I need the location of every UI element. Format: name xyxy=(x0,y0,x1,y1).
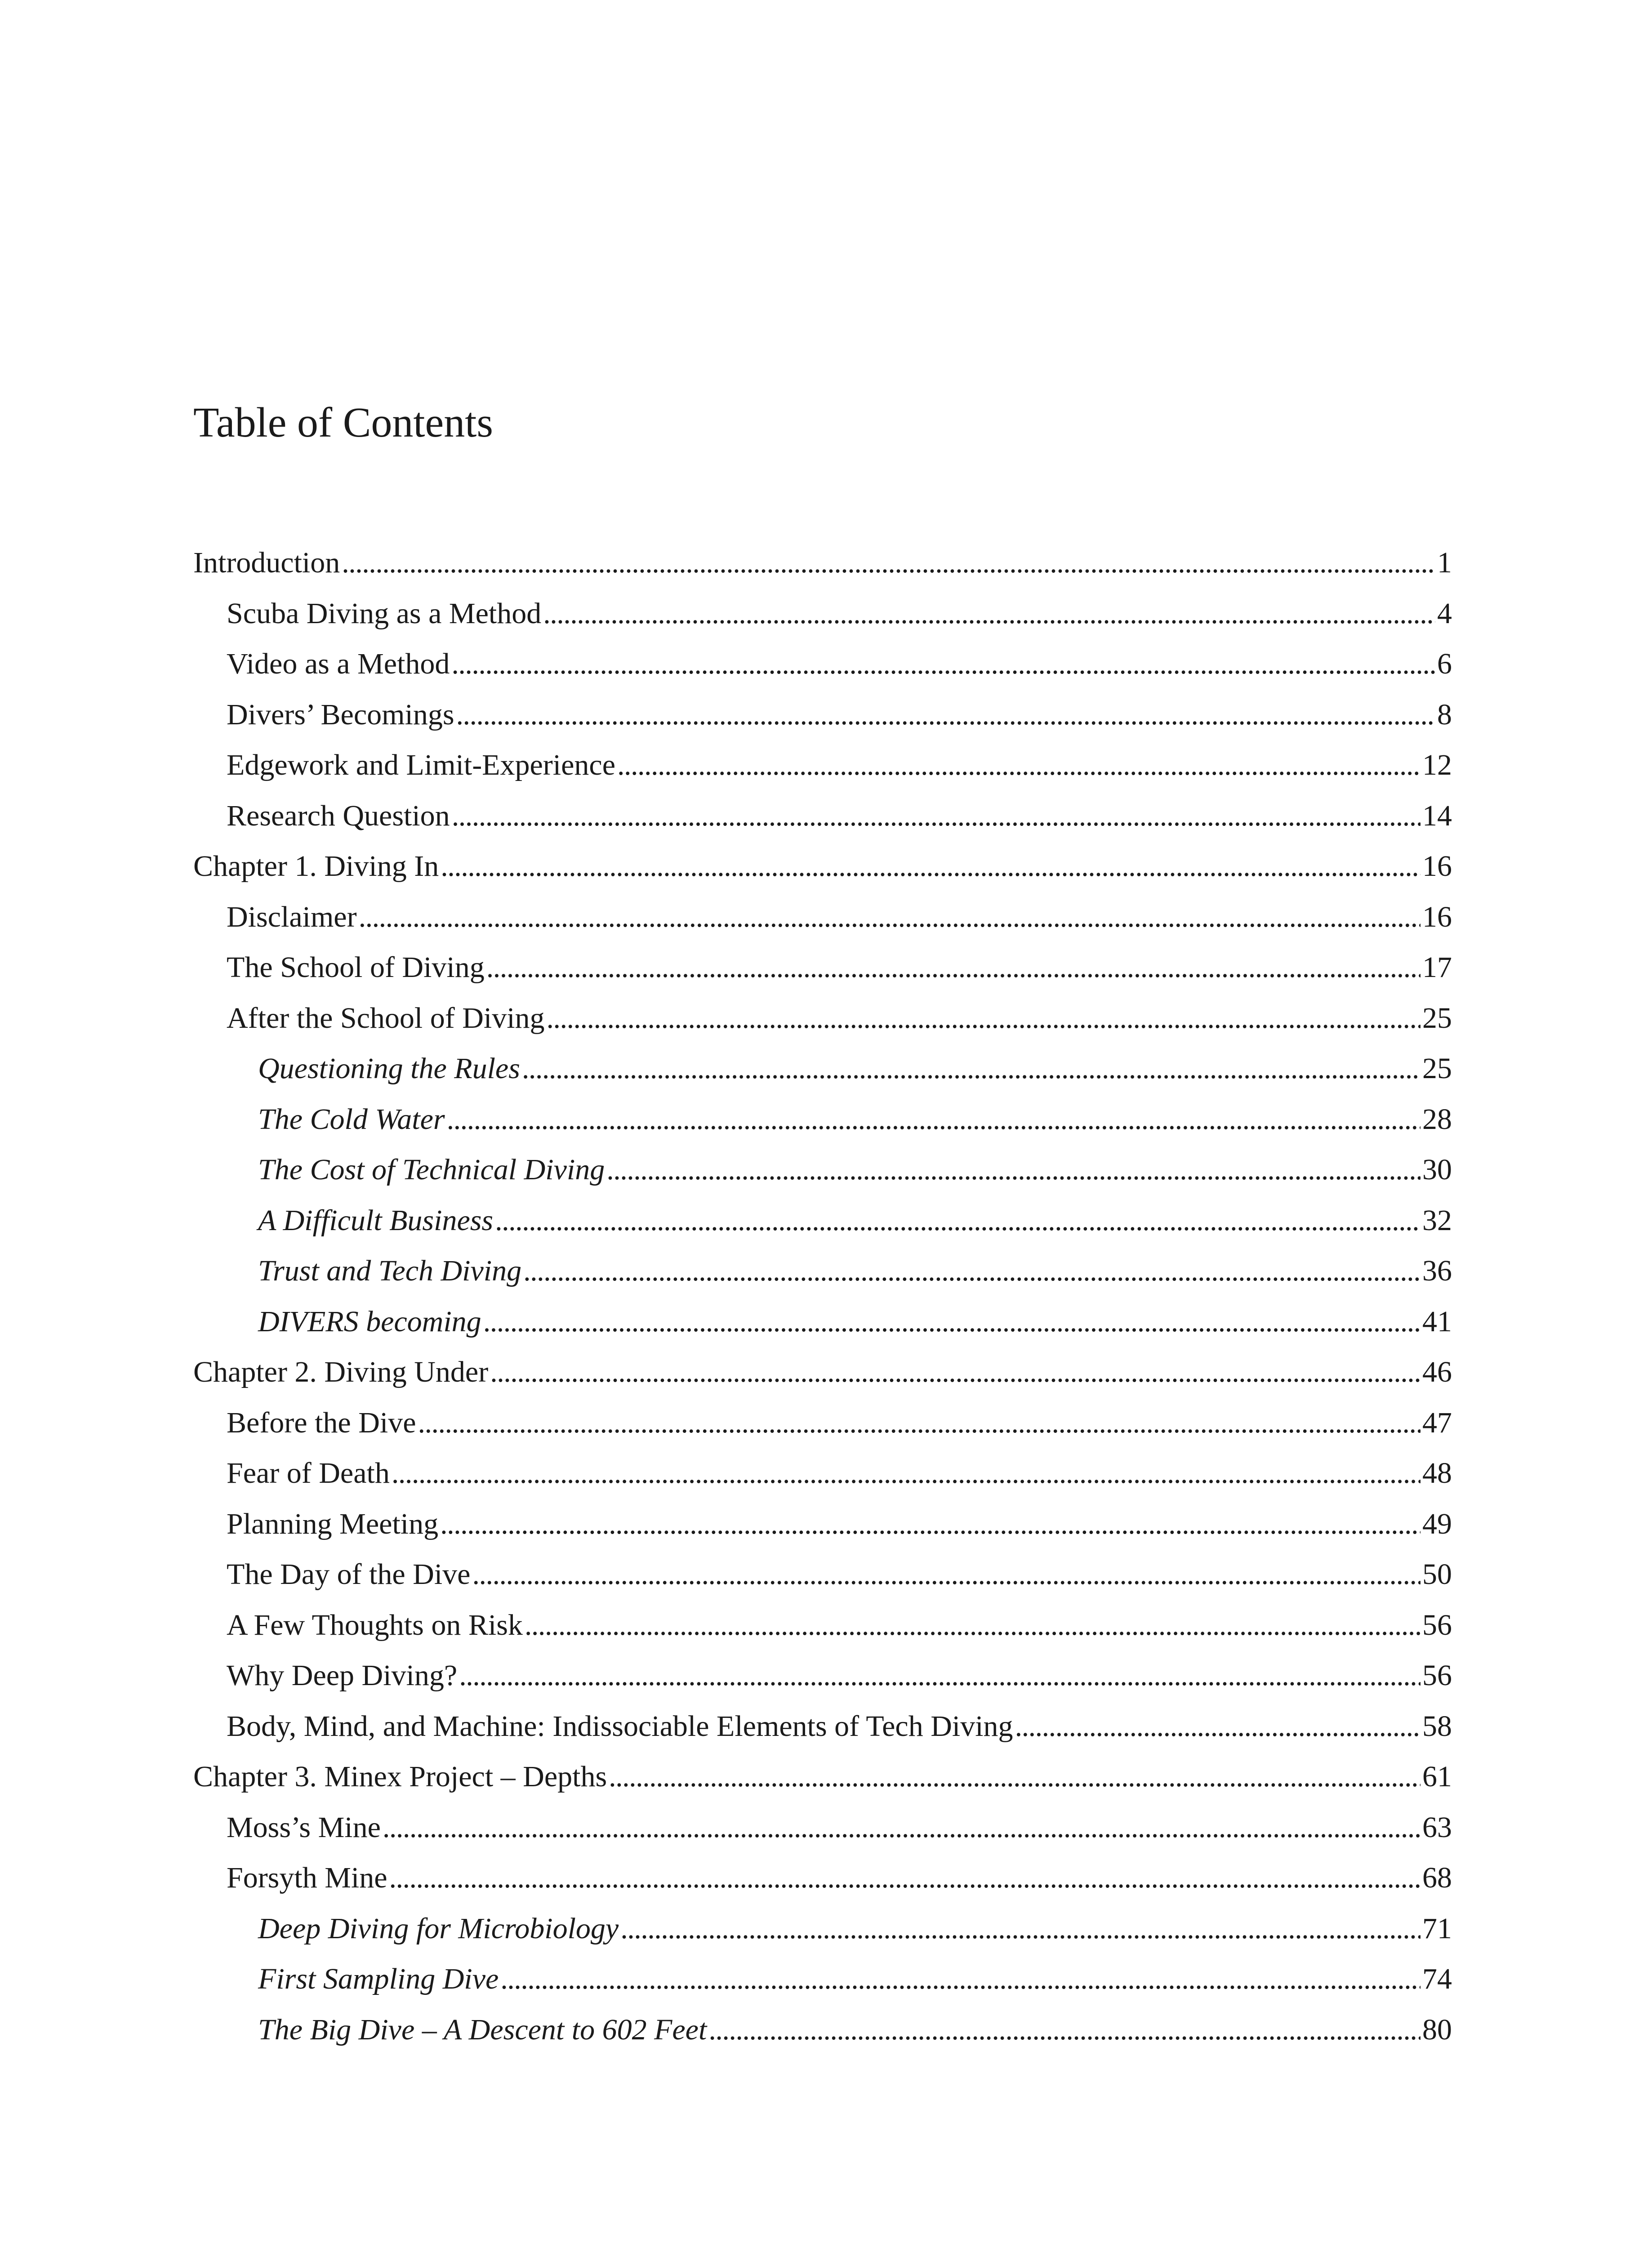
toc-entry-label: Trust and Tech Diving xyxy=(258,1254,522,1287)
dot-leader xyxy=(500,1954,1420,2005)
toc-entry-level-1[interactable] xyxy=(193,538,1452,589)
toc-entry-label: Questioning the Rules xyxy=(258,1052,520,1085)
toc-entry-page-number: 12 xyxy=(1422,749,1452,781)
toc-entry-page-number: 25 xyxy=(1422,1001,1452,1035)
toc-entry-level-2[interactable] xyxy=(193,1650,1452,1701)
toc-entry-label: The Big Dive – A Descent to 602 Feet xyxy=(258,2013,707,2046)
toc-entry-level-2[interactable] xyxy=(193,1499,1452,1550)
toc-entry-level-3[interactable] xyxy=(193,1246,1452,1297)
dot-leader xyxy=(606,1145,1420,1195)
toc-entry-level-3[interactable] xyxy=(193,1904,1452,1954)
toc-entry-label: The School of Diving xyxy=(227,951,485,984)
toc-entry-label: Fear of Death xyxy=(227,1457,390,1490)
toc-entry-label: First Sampling Dive xyxy=(258,1963,499,1995)
toc-entry-label: Disclaimer xyxy=(227,900,357,933)
toc-entry-level-1[interactable] xyxy=(193,1752,1452,1802)
toc-entry-label: Body, Mind, and Machine: Indissociable Elements of Tech Diving xyxy=(227,1709,1013,1743)
toc-entry-page-number: 74 xyxy=(1422,1963,1452,1995)
dot-leader xyxy=(708,2005,1420,2056)
dot-leader xyxy=(523,1246,1420,1297)
dot-leader xyxy=(447,1094,1420,1145)
dot-leader xyxy=(547,993,1420,1044)
toc-entry-level-2[interactable] xyxy=(193,740,1452,791)
toc-entry-page-number: 63 xyxy=(1422,1811,1452,1844)
toc-entry-page-number: 68 xyxy=(1422,1861,1452,1894)
dot-leader xyxy=(459,1650,1420,1701)
toc-list xyxy=(193,538,1452,2055)
toc-entry-level-3[interactable] xyxy=(193,1297,1452,1347)
toc-entry-page-number: 16 xyxy=(1422,900,1452,933)
toc-entry-page-number: 58 xyxy=(1422,1709,1452,1743)
toc-entry-level-2[interactable] xyxy=(193,942,1452,993)
toc-entry-level-2[interactable] xyxy=(193,1802,1452,1853)
toc-entry-page-number: 80 xyxy=(1422,2013,1452,2046)
toc-entry-label: Research Question xyxy=(227,799,450,832)
dot-leader xyxy=(451,639,1435,690)
toc-entry-level-2[interactable] xyxy=(193,993,1452,1044)
toc-entry-page-number: 32 xyxy=(1422,1204,1452,1237)
page-title: Table of Contents xyxy=(193,399,493,446)
toc-entry-level-3[interactable] xyxy=(193,1145,1452,1195)
dot-leader xyxy=(472,1549,1420,1600)
toc-entry-page-number: 4 xyxy=(1437,597,1452,630)
toc-entry-level-2[interactable] xyxy=(193,639,1452,690)
toc-entry-label: Edgework and Limit-Experience xyxy=(227,749,615,781)
toc-entry-page-number: 17 xyxy=(1422,951,1452,984)
toc-entry-label: Before the Dive xyxy=(227,1406,416,1439)
dot-leader xyxy=(383,1802,1420,1853)
dot-leader xyxy=(483,1297,1420,1347)
toc-entry-level-2[interactable] xyxy=(193,791,1452,842)
toc-entry-label: The Day of the Dive xyxy=(227,1558,471,1591)
dot-leader xyxy=(620,1904,1420,1954)
toc-entry-page-number: 48 xyxy=(1422,1457,1452,1490)
dot-leader xyxy=(452,791,1420,842)
toc-entry-label: Video as a Method xyxy=(227,647,450,680)
toc-entry-label: Chapter 3. Minex Project – Depths xyxy=(193,1760,607,1793)
toc-entry-page-number: 14 xyxy=(1422,799,1452,832)
toc-entry-level-2[interactable] xyxy=(193,690,1452,740)
toc-entry-level-3[interactable] xyxy=(193,1044,1452,1094)
toc-entry-page-number: 50 xyxy=(1422,1558,1452,1591)
dot-leader xyxy=(359,892,1420,943)
toc-entry-page-number: 30 xyxy=(1422,1153,1452,1186)
toc-entry-level-3[interactable] xyxy=(193,2005,1452,2056)
dot-leader xyxy=(490,1347,1420,1398)
dot-leader xyxy=(543,589,1435,639)
dot-leader xyxy=(441,841,1420,892)
toc-entry-level-2[interactable] xyxy=(193,1549,1452,1600)
toc-entry-page-number: 16 xyxy=(1422,850,1452,883)
toc-entry-page-number: 8 xyxy=(1437,698,1452,731)
toc-entry-page-number: 36 xyxy=(1422,1254,1452,1287)
dot-leader xyxy=(392,1448,1420,1499)
toc-entry-page-number: 25 xyxy=(1422,1052,1452,1085)
dot-leader xyxy=(440,1499,1420,1550)
toc-entry-level-2[interactable] xyxy=(193,1701,1452,1752)
toc-entry-level-2[interactable] xyxy=(193,1853,1452,1904)
toc-entry-page-number: 28 xyxy=(1422,1102,1452,1136)
toc-entry-level-3[interactable] xyxy=(193,1195,1452,1246)
dot-leader xyxy=(525,1600,1420,1651)
toc-entry-level-2[interactable] xyxy=(193,589,1452,639)
dot-leader xyxy=(389,1853,1420,1904)
toc-entry-page-number: 49 xyxy=(1422,1507,1452,1540)
toc-entry-level-2[interactable] xyxy=(193,1600,1452,1651)
toc-entry-page-number: 56 xyxy=(1422,1659,1452,1692)
toc-entry-label: Divers’ Becomings xyxy=(227,698,454,731)
dot-leader xyxy=(342,538,1435,589)
toc-entry-label: Introduction xyxy=(193,546,340,579)
toc-entry-level-2[interactable] xyxy=(193,1398,1452,1449)
toc-entry-level-1[interactable] xyxy=(193,841,1452,892)
toc-entry-page-number: 47 xyxy=(1422,1406,1452,1439)
toc-entry-label: A Difficult Business xyxy=(258,1204,494,1237)
toc-entry-label: Chapter 1. Diving In xyxy=(193,850,439,883)
dot-leader xyxy=(609,1752,1420,1802)
dot-leader xyxy=(418,1398,1421,1449)
toc-entry-level-2[interactable] xyxy=(193,892,1452,943)
toc-entry-label: Why Deep Diving? xyxy=(227,1659,458,1692)
toc-entry-page-number: 71 xyxy=(1422,1912,1452,1945)
dot-leader xyxy=(522,1044,1420,1094)
dot-leader xyxy=(495,1195,1420,1246)
toc-entry-level-3[interactable] xyxy=(193,1094,1452,1145)
toc-entry-page-number: 41 xyxy=(1422,1305,1452,1338)
toc-entry-label: Planning Meeting xyxy=(227,1507,439,1540)
toc-entry-label: After the School of Diving xyxy=(227,1001,545,1035)
toc-entry-level-2[interactable] xyxy=(193,1448,1452,1499)
toc-entry-page-number: 56 xyxy=(1422,1608,1452,1641)
dot-leader xyxy=(1015,1701,1420,1752)
toc-entry-label: Chapter 2. Diving Under xyxy=(193,1356,489,1388)
toc-entry-label: A Few Thoughts on Risk xyxy=(227,1608,523,1641)
toc-entry-page-number: 46 xyxy=(1422,1356,1452,1388)
toc-entry-level-3[interactable] xyxy=(193,1954,1452,2005)
toc-entry-label: Forsyth Mine xyxy=(227,1861,387,1894)
toc-entry-label: Moss’s Mine xyxy=(227,1811,381,1844)
toc-entry-page-number: 6 xyxy=(1437,647,1452,680)
toc-entry-level-1[interactable] xyxy=(193,1347,1452,1398)
toc-entry-label: The Cost of Technical Diving xyxy=(258,1153,605,1186)
toc-entry-label: Scuba Diving as a Method xyxy=(227,597,542,630)
toc-entry-label: Deep Diving for Microbiology xyxy=(258,1912,619,1945)
dot-leader xyxy=(456,690,1435,740)
toc-entry-page-number: 1 xyxy=(1437,546,1452,579)
dot-leader xyxy=(486,942,1420,993)
toc-entry-page-number: 61 xyxy=(1422,1760,1452,1793)
dot-leader xyxy=(617,740,1420,791)
toc-entry-label: The Cold Water xyxy=(258,1102,445,1136)
toc-entry-label: DIVERS becoming xyxy=(258,1305,481,1338)
